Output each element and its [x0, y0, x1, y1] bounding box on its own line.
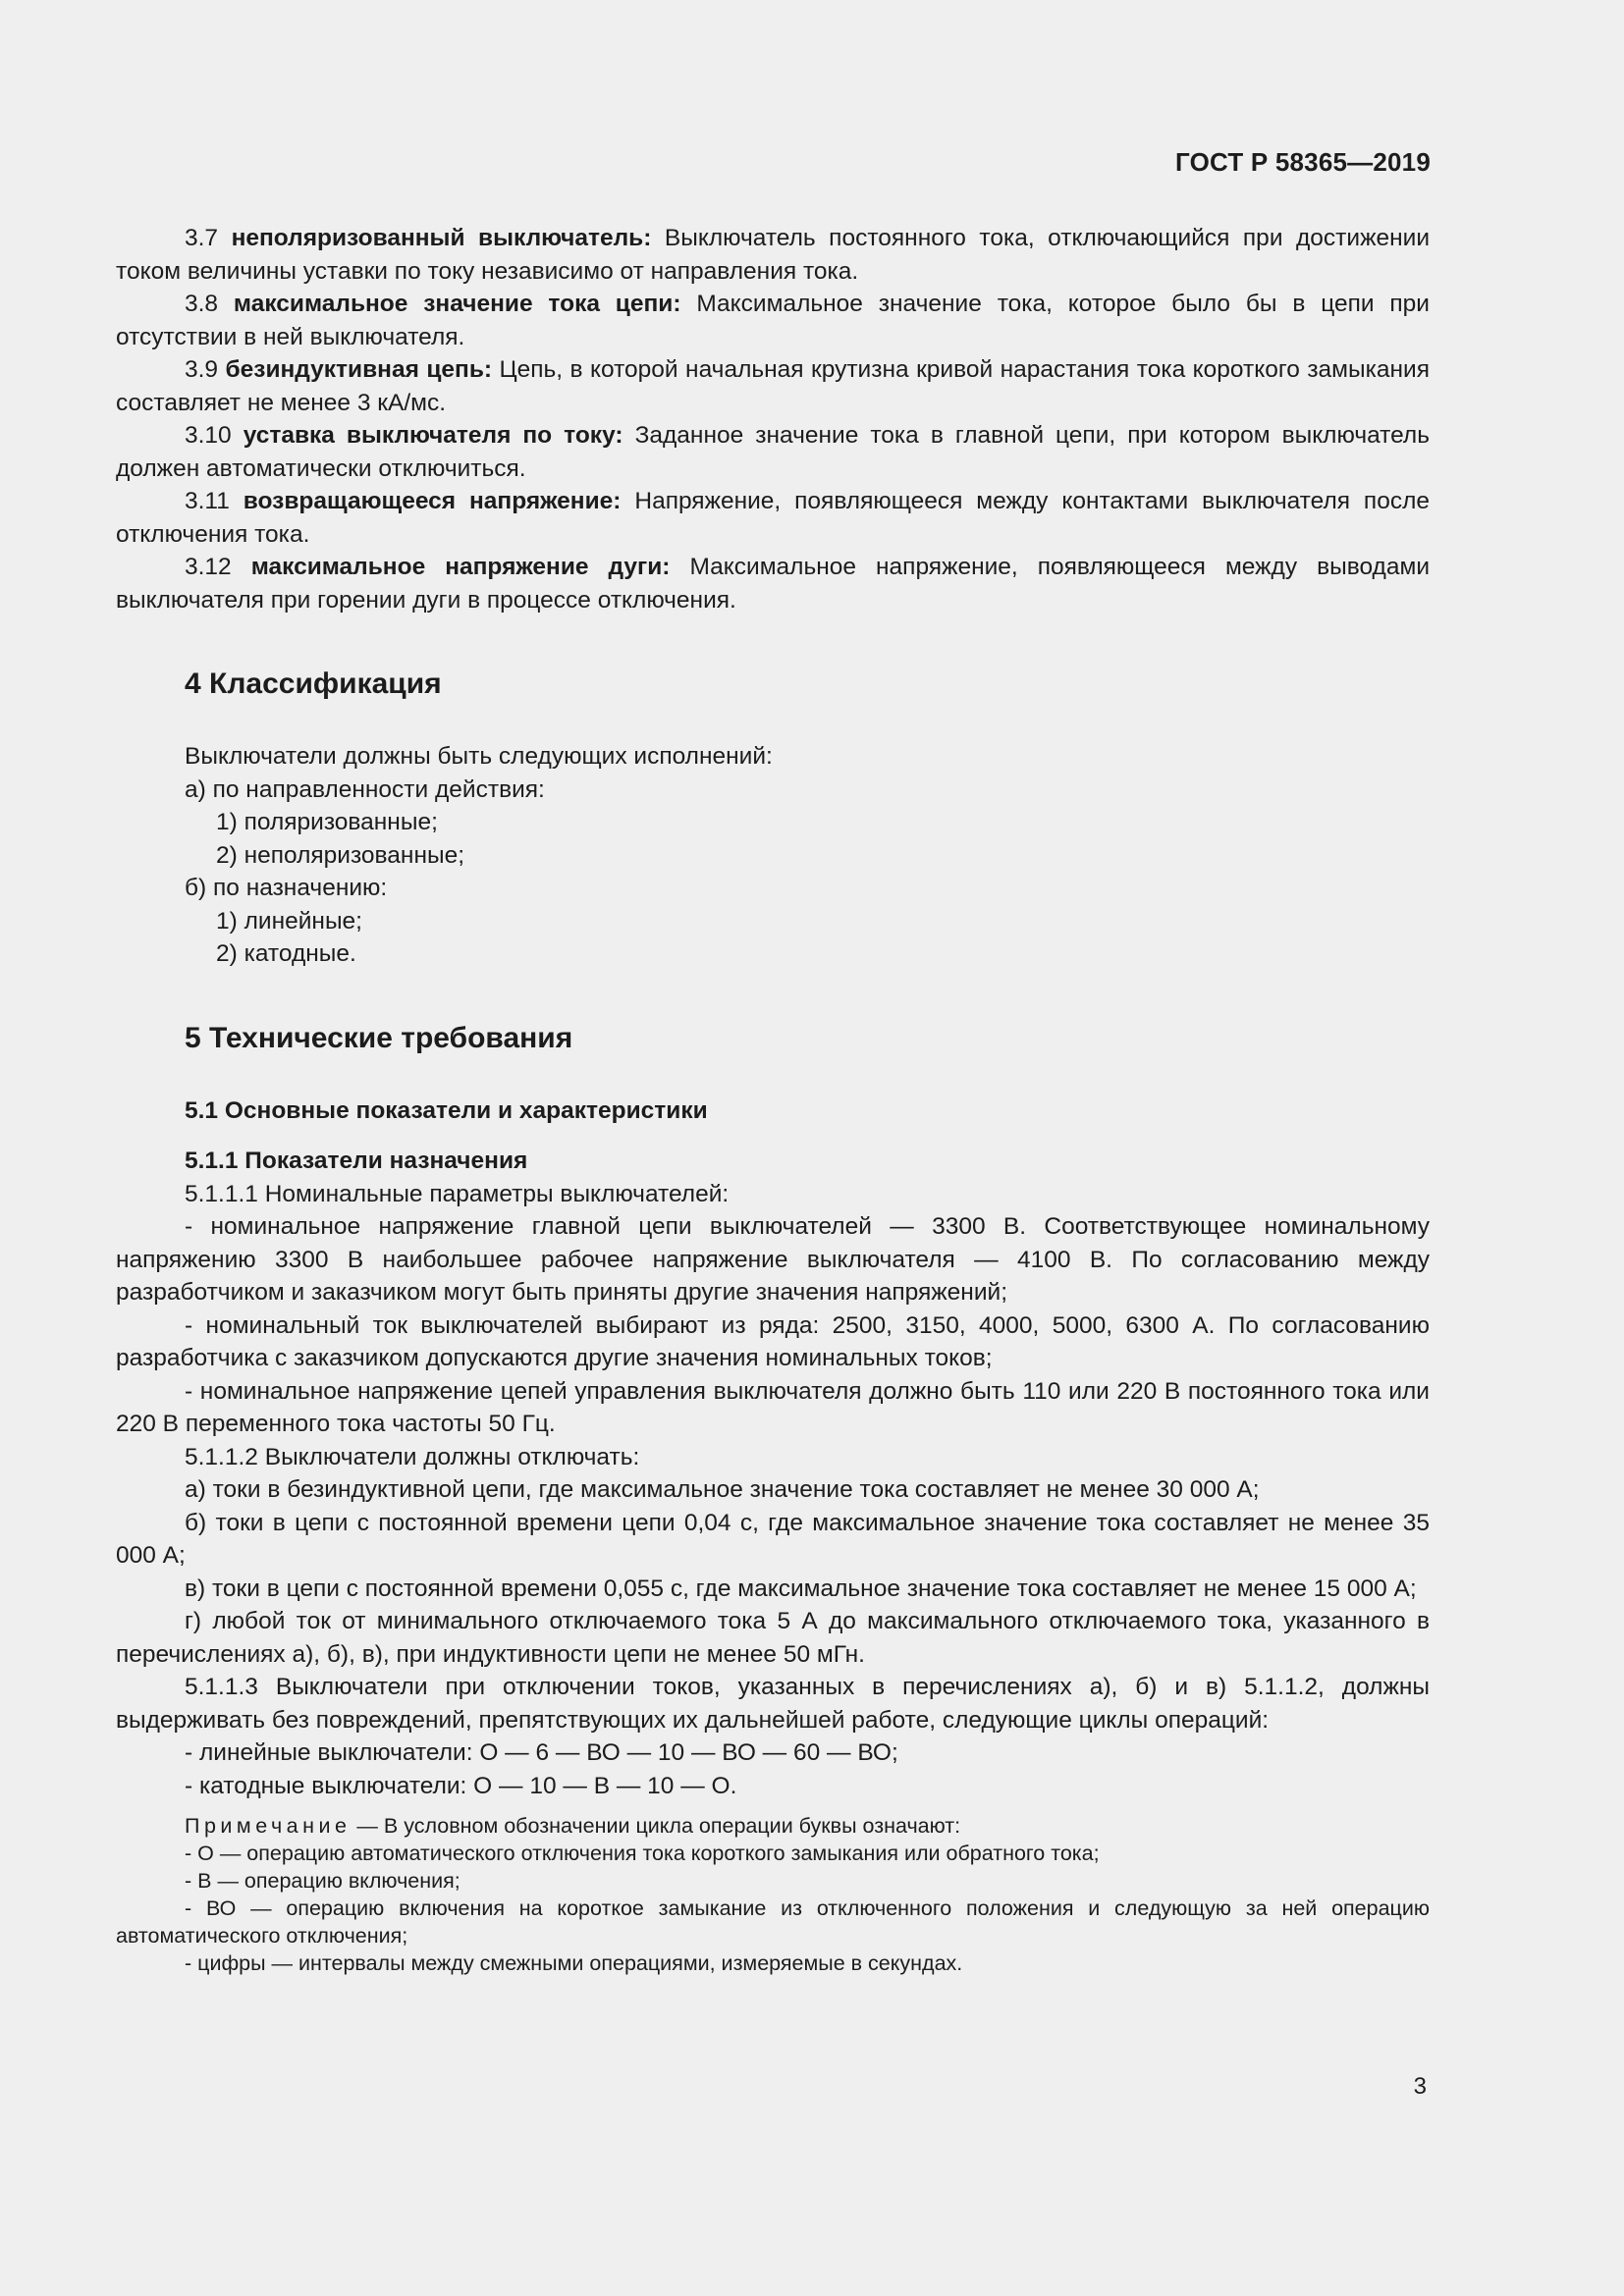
standard-code: ГОСТ Р 58365—2019 — [1175, 147, 1431, 177]
list-item: г) любой ток от минимального отключаемого тока 5 А до максимального отключаемого тока, указанного в перечислениях а), б), в), при индуктивности цепи не менее 50 мГн. — [116, 1608, 1430, 1668]
definition-text: Выключатель постоянного тока, отключающийся при достижении током величины уставки по току независимо от направления тока. — [116, 225, 1431, 285]
clause-number: 3.9 — [185, 356, 226, 383]
note-item: - ВО — операцию включения на короткое замыкание из отключенного положения и следующую за ней операцию автоматического отключения; — [116, 1896, 1430, 1948]
list-item: а) токи в безиндуктивной цепи, где максимальное значение тока составляет не менее 30 000 А; — [185, 1476, 1260, 1503]
bullet-item: - номинальное напряжение главной цепи выключателей — 3300 В. Соответствующее номинальному напряжению 3300 В наибольшее рабочее напряжение выключателя — 4100 В. По согласованию между разработчиком и заказчиком могут быть приняты другие значения напряжений; — [116, 1213, 1430, 1306]
definition-3-8 — [116, 288, 1430, 353]
list-item: б) токи в цепи с постоянной времени цепи 0,04 с, где максимальное значение тока составляет не менее 35 000 А; — [116, 1509, 1430, 1569]
definition-3-12 — [116, 551, 1430, 616]
section-5-heading: 5 Технические требования — [185, 1021, 573, 1054]
definition-text: Максимальное значение тока, которое было бы в цепи при отсутствии в ней выключателя. — [116, 291, 1430, 350]
bullet-item: - номинальный ток выключателей выбирают из ряда: 2500, 3150, 4000, 5000, 6300 А. По согласованию разработчика с заказчиком допускаются другие значения номинальных токов; — [116, 1311, 1430, 1371]
clause-number: 3.7 — [185, 225, 232, 251]
definition-3-7 — [116, 222, 1430, 288]
definition-text: Максимальное напряжение, появляющееся между выводами выключателя при горении дуги в процессе отключения. — [116, 554, 1430, 614]
term: уставка выключателя по току: — [243, 422, 623, 449]
definition-3-11 — [116, 485, 1430, 551]
term: безиндуктивная цепь: — [225, 356, 493, 383]
classification-subitem: 2) катодные. — [216, 940, 356, 967]
term: возвращающееся напряжение: — [243, 488, 622, 514]
definition-text: Напряжение, появляющееся между контактами выключателя после отключения тока. — [116, 488, 1430, 548]
definition-text: Заданное значение тока в главной цепи, при котором выключатель должен автоматически отключиться. — [116, 422, 1430, 482]
subsection-5-1-heading: 5.1 Основные показатели и характеристики — [185, 1096, 708, 1124]
term: неполяризованный выключатель: — [231, 225, 652, 251]
list-item: в) токи в цепи с постоянной времени 0,055 с, где максимальное значение тока составляет не менее 15 000 А; — [185, 1575, 1417, 1602]
clause-number: 3.10 — [185, 422, 244, 449]
clause-number: 3.12 — [185, 554, 251, 580]
term: максимальное напряжение дуги: — [250, 554, 671, 580]
note-item: - цифры — интервалы между смежными операциями, измеряемые в секундах. — [185, 1951, 963, 1975]
cycle-item: - линейные выключатели: О — 6 — ВО — 10 — ВО — 60 — ВО; — [185, 1739, 898, 1766]
definition-3-9 — [116, 353, 1430, 419]
clause-number: 3.8 — [185, 291, 234, 317]
classification-subitem: 2) неполяризованные; — [216, 841, 465, 869]
note-label: Примечание — [185, 1814, 352, 1838]
definition-3-10 — [116, 419, 1430, 485]
classification-subitem: 1) поляризованные; — [216, 809, 438, 835]
term: максимальное значение тока цепи: — [233, 291, 681, 317]
definition-text: Цепь, в которой начальная крутизна кривой нарастания тока короткого замыкания составляет не менее 3 кА/мс. — [116, 356, 1430, 416]
note-intro: — В условном обозначении цикла операции буквы означают: — [351, 1814, 961, 1838]
subsection-5-1-1-heading: 5.1.1 Показатели назначения — [185, 1148, 528, 1174]
bullet-item: - номинальное напряжение цепей управления выключателя должно быть 110 или 220 В постоянного тока или 220 В переменного тока частоты 50 Гц. — [116, 1377, 1430, 1437]
page-content — [116, 222, 1430, 1977]
classification-item-a: а) по направленности действия: — [185, 775, 545, 803]
cycle-item: - катодные выключатели: О — 10 — В — 10 — О. — [185, 1772, 737, 1799]
page-number: 3 — [1413, 2073, 1427, 2100]
note-item: - О — операцию автоматического отключения тока короткого замыкания или обратного тока; — [185, 1842, 1100, 1865]
classification-subitem: 1) линейные; — [216, 907, 362, 934]
clause-number: 3.11 — [185, 488, 244, 514]
note-item: - В — операцию включения; — [185, 1869, 460, 1893]
note-block — [116, 1812, 1430, 1977]
classification-intro: Выключатели должны быть следующих исполнений: — [185, 743, 773, 770]
clause-5-1-1-1: 5.1.1.1 Номинальные параметры выключателей: — [185, 1180, 730, 1207]
classification-item-b: б) по назначению: — [185, 875, 388, 901]
note-heading — [116, 1812, 1430, 1840]
clause-5-1-1-3: 5.1.1.3 Выключатели при отключении токов, указанных в перечислениях а), б) и в) 5.1.1.2, должны выдерживать без повреждений, препятствующих их дальнейшей работе, следующие циклы операций: — [116, 1674, 1430, 1734]
clause-5-1-1-2: 5.1.1.2 Выключатели должны отключать: — [185, 1443, 640, 1470]
section-4-heading: 4 Классификация — [185, 667, 442, 700]
